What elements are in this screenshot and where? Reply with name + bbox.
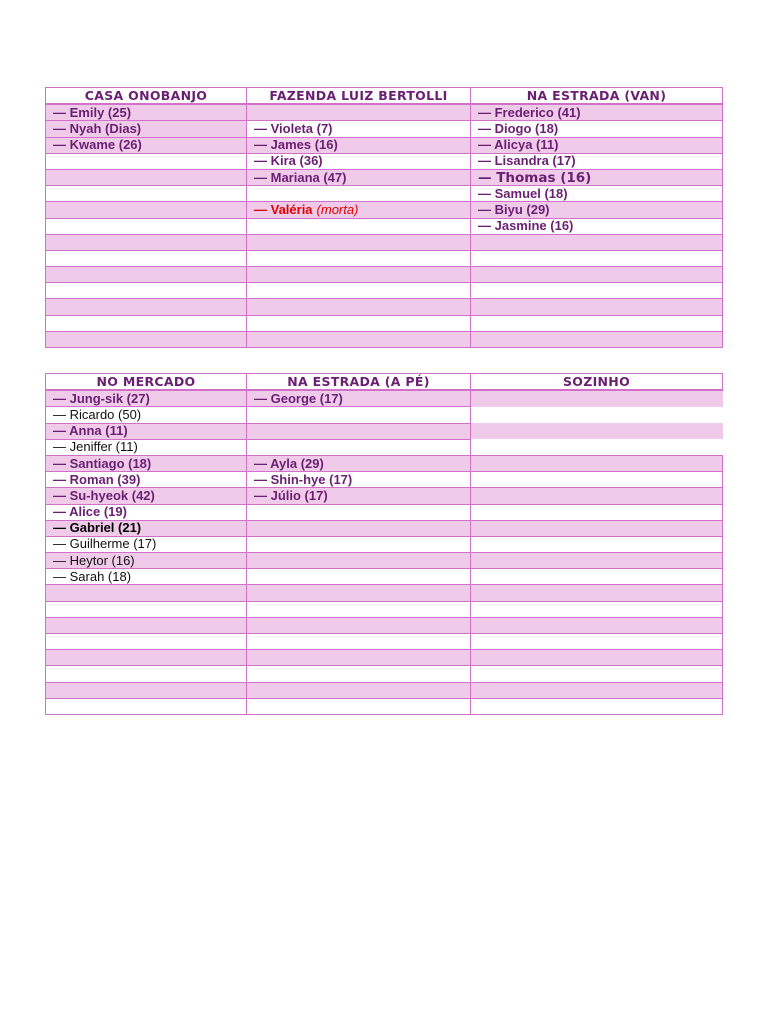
table-cell — [247, 682, 471, 698]
column-header-na-estrada-a-pe: NA ESTRADA (A PÉ) — [247, 374, 471, 391]
table-cell — [247, 186, 471, 202]
table-cell — [46, 553, 247, 569]
character-entry: — George (17) — [254, 390, 343, 406]
table-row — [46, 601, 723, 617]
column-header-na-estrada-van: NA ESTRADA (VAN) — [471, 88, 723, 105]
character-entry: — Violeta (7) — [254, 120, 333, 136]
table-cell — [471, 121, 723, 137]
table-header-row — [46, 88, 723, 105]
table-cell — [46, 234, 247, 250]
table-cell — [247, 234, 471, 250]
table-cell — [247, 104, 471, 121]
table-cell — [247, 488, 471, 504]
table-row — [46, 455, 723, 471]
table-cell — [247, 698, 471, 714]
table-cell — [247, 472, 471, 488]
character-entry: — Santiago (18) — [53, 455, 152, 471]
table-row — [46, 169, 723, 185]
table-row — [46, 488, 723, 504]
table-cell — [247, 666, 471, 682]
table-row — [46, 666, 723, 682]
table-cell — [46, 407, 247, 423]
table-cell — [46, 585, 247, 601]
table-cell — [247, 439, 471, 455]
table-cell — [46, 601, 247, 617]
character-entry: — Gabriel (21) — [53, 520, 142, 536]
column-header-fazenda-luiz-bertolli: FAZENDA LUIZ BERTOLLI — [247, 88, 471, 105]
table-cell — [471, 137, 723, 153]
table-cell — [46, 390, 247, 407]
table-row — [46, 250, 723, 266]
table-cell — [471, 423, 723, 439]
character-entry: — Anna (11) — [53, 423, 128, 439]
table-cell — [46, 423, 247, 439]
table-cell — [471, 169, 723, 185]
table-row — [46, 423, 723, 439]
character-entry: — Nyah (Dias) — [53, 120, 142, 136]
table-cell — [46, 121, 247, 137]
table-cell — [46, 569, 247, 585]
table-cell — [471, 585, 723, 601]
table-cell — [471, 617, 723, 633]
table-cell — [46, 488, 247, 504]
table-cell — [247, 650, 471, 666]
table-row — [46, 407, 723, 423]
table-cell — [46, 504, 247, 520]
table-cell — [247, 283, 471, 299]
table-cell — [471, 218, 723, 234]
table-cell — [247, 520, 471, 536]
table-cell — [46, 315, 247, 331]
table-cell — [46, 520, 247, 536]
table-cell — [471, 553, 723, 569]
table-cell — [247, 121, 471, 137]
table-cell — [247, 169, 471, 185]
table-cell — [471, 250, 723, 266]
character-entry: — Ayla (29) — [254, 455, 324, 471]
table-cell — [46, 455, 247, 471]
group-table-1 — [45, 87, 723, 348]
table-row — [46, 218, 723, 234]
table-cell — [247, 585, 471, 601]
character-entry: — Emily (25) — [53, 104, 132, 120]
table-row — [46, 299, 723, 315]
character-entry: — Kwame (26) — [53, 137, 142, 153]
table-cell — [46, 104, 247, 121]
table-row — [46, 698, 723, 714]
deceased-character-entry: — Valéria — [254, 201, 313, 217]
table-cell — [247, 299, 471, 315]
table-row — [46, 267, 723, 283]
table-cell — [247, 536, 471, 552]
table-cell — [247, 504, 471, 520]
table-cell — [46, 682, 247, 698]
table-row — [46, 634, 723, 650]
character-entry: — Shin-hye (17) — [254, 471, 353, 487]
character-entry: — Guilherme (17) — [53, 536, 157, 552]
character-entry: — Jeniffer (11) — [53, 439, 138, 455]
table-cell — [46, 472, 247, 488]
table-cell — [247, 315, 471, 331]
column-header-no-mercado: NO MERCADO — [46, 374, 247, 391]
table-cell — [471, 104, 723, 121]
table-cell — [46, 650, 247, 666]
table-cell — [471, 439, 723, 455]
character-entry: — Kira (36) — [254, 153, 323, 169]
table-cell — [46, 617, 247, 633]
table-cell — [247, 553, 471, 569]
table-cell — [46, 536, 247, 552]
table-row — [46, 137, 723, 153]
character-entry: — Ricardo (50) — [53, 406, 142, 422]
table-cell — [46, 218, 247, 234]
table-row — [46, 390, 723, 407]
table-cell — [471, 299, 723, 315]
table-cell — [471, 283, 723, 299]
table-cell — [471, 666, 723, 682]
table-cell — [471, 267, 723, 283]
character-entry: — Samuel (18) — [478, 185, 568, 201]
character-entry: — Frederico (41) — [478, 104, 581, 120]
table-cell — [471, 569, 723, 585]
table-cell — [247, 455, 471, 471]
table-cell — [471, 488, 723, 504]
character-entry: — Mariana (47) — [254, 169, 347, 185]
table-row — [46, 617, 723, 633]
table-cell — [471, 202, 723, 218]
table-row — [46, 186, 723, 202]
column-header-sozinho: SOZINHO — [471, 374, 723, 391]
table-row — [46, 569, 723, 585]
table-cell — [46, 169, 247, 185]
table-row — [46, 153, 723, 169]
table-cell — [46, 137, 247, 153]
table-cell — [247, 153, 471, 169]
group-table-2 — [45, 373, 723, 715]
character-entry: — James (16) — [254, 137, 338, 153]
table-row — [46, 439, 723, 455]
table-cell — [471, 601, 723, 617]
character-entry: — Su-hyeok (42) — [53, 487, 155, 503]
table-cell — [46, 331, 247, 347]
table-cell — [247, 407, 471, 423]
character-entry: — Sarah (18) — [53, 568, 132, 584]
character-entry: — Alicya (11) — [478, 137, 559, 153]
table-cell — [247, 250, 471, 266]
table-cell — [247, 390, 471, 407]
deceased-note: (morta) — [316, 201, 359, 217]
table-row — [46, 536, 723, 552]
table-row — [46, 585, 723, 601]
table-cell — [471, 650, 723, 666]
table-cell — [471, 504, 723, 520]
character-entry: — Júlio (17) — [254, 487, 328, 503]
table-cell — [471, 390, 723, 407]
table-cell — [46, 634, 247, 650]
table-cell — [471, 682, 723, 698]
table-cell — [247, 601, 471, 617]
table-row — [46, 520, 723, 536]
table-cell — [471, 472, 723, 488]
table-cell — [247, 331, 471, 347]
table-cell — [46, 698, 247, 714]
table-row — [46, 283, 723, 299]
table-cell — [471, 315, 723, 331]
column-header-casa-onobanjo: CASA ONOBANJO — [46, 88, 247, 105]
table-cell — [471, 698, 723, 714]
table-cell — [247, 218, 471, 234]
table-cell — [471, 455, 723, 471]
table-row — [46, 331, 723, 347]
table-row — [46, 650, 723, 666]
table-row — [46, 682, 723, 698]
table-row — [46, 504, 723, 520]
character-entry: — Heytor (16) — [53, 552, 135, 568]
table-cell — [471, 634, 723, 650]
table-cell — [471, 234, 723, 250]
table-cell — [46, 202, 247, 218]
table-cell — [471, 520, 723, 536]
table-row — [46, 121, 723, 137]
table-cell — [46, 186, 247, 202]
character-entry: — Jasmine (16) — [478, 218, 574, 234]
character-entry: — Alice (19) — [53, 504, 127, 520]
character-entry: — Biyu (29) — [478, 201, 550, 217]
table-cell — [46, 250, 247, 266]
table-cell — [46, 153, 247, 169]
table-cell — [247, 569, 471, 585]
table-cell — [46, 283, 247, 299]
table-cell — [247, 423, 471, 439]
table-cell — [471, 153, 723, 169]
table-cell — [471, 407, 723, 423]
table-header-row — [46, 374, 723, 391]
table-row — [46, 104, 723, 121]
table-row — [46, 553, 723, 569]
table-cell — [46, 267, 247, 283]
table-cell — [471, 186, 723, 202]
table-cell — [247, 202, 471, 218]
table-row — [46, 234, 723, 250]
character-entry: — Lisandra (17) — [478, 153, 576, 169]
table-cell — [471, 331, 723, 347]
table-cell — [247, 137, 471, 153]
table-row — [46, 472, 723, 488]
table-cell — [46, 439, 247, 455]
table-row — [46, 315, 723, 331]
character-entry: — Thomas (16) — [478, 169, 592, 186]
character-entry: — Diogo (18) — [478, 120, 559, 136]
table-cell — [247, 634, 471, 650]
table-cell — [247, 267, 471, 283]
character-entry: — Jung-sik (27) — [53, 390, 150, 406]
table-cell — [46, 299, 247, 315]
table-row — [46, 202, 723, 218]
table-cell — [46, 666, 247, 682]
character-entry: — Roman (39) — [53, 471, 141, 487]
table-cell — [471, 536, 723, 552]
table-cell — [247, 617, 471, 633]
